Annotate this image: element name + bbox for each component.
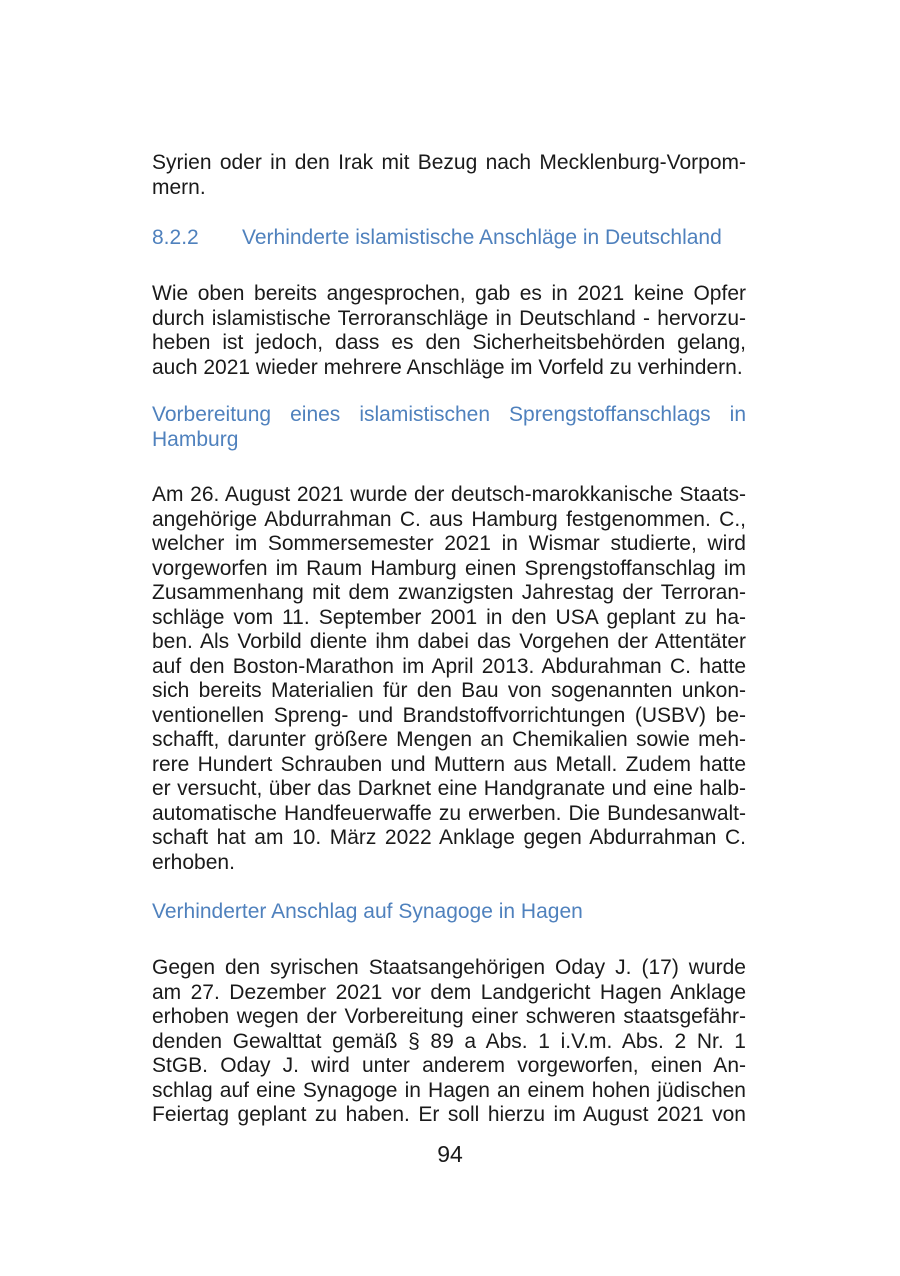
body-line: durch islamistische Terroranschläge in Deutschland - hervorzu- [152,306,746,330]
body-line: ventionellen Spreng- und Brandstoffvorrichtungen (USBV) be- [152,703,746,727]
body-line: mern. [152,175,206,199]
body-line: StGB. Oday J. wird unter anderem vorgeworfen, einen An- [152,1054,746,1077]
body-line: schläge vom 11. September 2001 in den USA geplant zu ha- [152,605,746,629]
subheading-hagen: Verhinderter Anschlag auf Synagoge in Hagen [152,900,583,923]
body-line: ben. Als Vorbild diente ihm dabei das Vorgehen der Attentäter [152,630,746,653]
body-line: denden Gewalttat gemäß § 89 a Abs. 1 i.V.m. Abs. 2 Nr. 1 [152,1029,746,1053]
subheading-hamburg: Vorbereitung eines islamistischen Sprengstoffanschlags in [152,403,746,426]
body-line: automatische Handfeuerwaffe zu erwerben. Die Bundesanwalt- [152,801,746,825]
body-line: schlag auf eine Synagoge in Hagen an einem hohen jüdischen [152,1078,746,1102]
body-line: Zusammenhang mit dem zwanzigsten Jahrestag der Terroran- [152,581,746,604]
body-line: am 27. Dezember 2021 vor dem Landgericht Hagen Anklage [152,980,746,1004]
body-line: erhoben wegen der Vorbereitung einer schweren staatsgefähr- [152,1005,746,1028]
subheading-hamburg: Hamburg [152,427,239,451]
page-number: 94 [437,1141,463,1167]
section-number: 8.2.2 [152,226,199,249]
body-line: Syrien oder in den Irak mit Bezug nach Mecklenburg-Vorpom- [152,151,746,174]
body-line: auf den Boston-Marathon im April 2013. Abdurahman C. hatte [152,654,746,678]
body-line: schaft hat am 10. März 2022 Anklage gegen Abdurrahman C. [152,826,746,849]
body-line: rere Hundert Schrauben und Muttern aus Metall. Zudem hatte [152,752,746,776]
body-line: welcher im Sommersemester 2021 in Wismar studierte, wird [152,532,746,555]
body-line: Am 26. August 2021 wurde der deutsch-marokkanische Staats- [152,483,746,506]
body-line: heben ist jedoch, dass es den Sicherheitsbehörden gelang, [152,331,746,354]
body-line: er versucht, über das Darknet eine Handgranate und eine halb- [152,777,746,800]
body-line: angehörige Abdurrahman C. aus Hamburg festgenommen. C., [152,507,746,531]
body-line: Gegen den syrischen Staatsangehörigen Oday J. (17) wurde [152,956,746,979]
body-line: auch 2021 wieder mehrere Anschläge im Vorfeld zu verhindern. [152,355,743,379]
body-line: sich bereits Materialien für den Bau von sogenannten unkon- [152,679,746,702]
body-line: schafft, darunter größere Mengen an Chemikalien sowie meh- [152,728,746,751]
section-heading-8-2-2 [152,226,746,251]
section-title: Verhinderte islamistische Anschläge in Deutschland [242,226,722,249]
body-line: erhoben. [152,850,235,874]
body-line: vorgeworfen im Raum Hamburg einen Sprengstoffanschlag im [152,556,746,580]
body-line: Wie oben bereits angesprochen, gab es in 2021 keine Opfer [152,282,746,305]
body-line: Feiertag geplant zu haben. Er soll hierzu im August 2021 von [152,1103,746,1126]
